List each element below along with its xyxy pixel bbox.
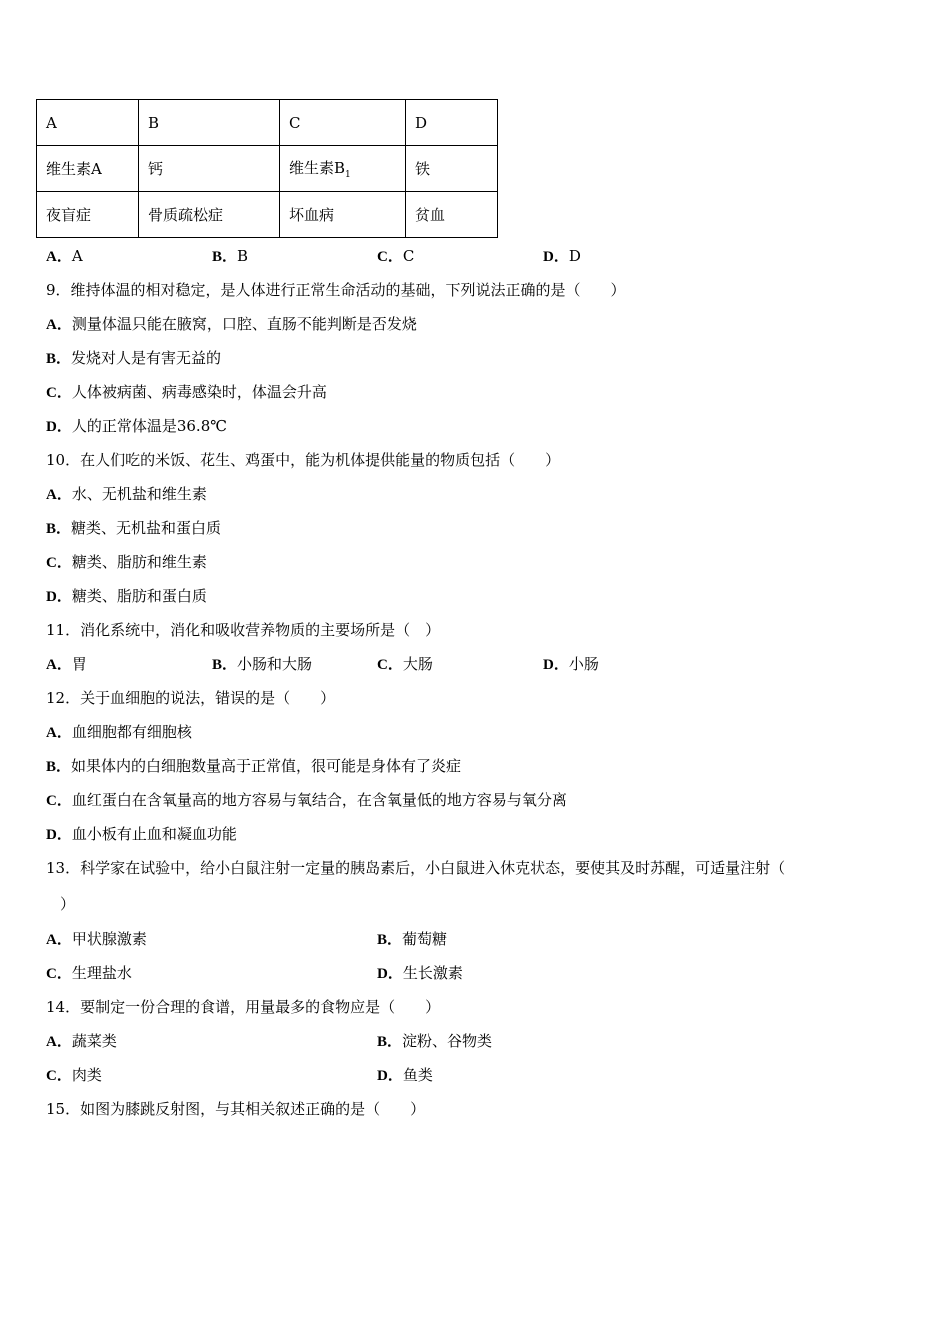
table-cell: C: [280, 100, 406, 146]
q14-option-a: [46, 1031, 117, 1052]
table-cell: 骨质疏松症: [139, 192, 280, 238]
option-text: 肉类: [71, 1066, 102, 1084]
option-text: 糖类、脂肪和维生素: [71, 553, 207, 571]
option-label: B．: [377, 932, 403, 948]
q11-option-c: [377, 654, 433, 675]
nutrient-table: [36, 99, 498, 238]
option-label: D．: [377, 966, 403, 982]
option-text: 人的正常体温是36.8℃: [71, 417, 228, 435]
option-label: A．: [46, 317, 72, 333]
subscript: 1: [345, 170, 351, 180]
option-label: B．: [46, 351, 72, 367]
option-text: 糖类、脂肪和蛋白质: [71, 587, 207, 605]
q8-option-c: [377, 246, 414, 267]
option-label: C．: [46, 385, 72, 401]
q13-option-c: [46, 963, 132, 984]
option-label: A．: [46, 932, 72, 948]
q12-option-a: [46, 722, 192, 743]
q14-option-b: [377, 1031, 492, 1052]
option-text: A: [71, 247, 83, 265]
option-text: 水、无机盐和维生素: [71, 485, 207, 503]
q11-option-d: [543, 654, 599, 675]
option-text: C: [402, 247, 415, 265]
option-text: 糖类、无机盐和蛋白质: [71, 519, 222, 537]
q13-stem-cont: ）: [60, 895, 76, 913]
option-text: 血红蛋白在含氧量高的地方容易与氧结合，在含氧量低的地方容易与氧分离: [71, 791, 567, 809]
table-cell-text: 维生素B: [289, 159, 346, 177]
table-row: [37, 146, 498, 192]
option-label: A．: [46, 487, 72, 503]
option-label: C．: [46, 1068, 72, 1084]
table-cell: 铁: [406, 146, 498, 192]
option-label: B．: [46, 759, 72, 775]
option-text: 小肠和大肠: [237, 655, 313, 673]
q15-stem: 15．如图为膝跳反射图，与其相关叙述正确的是（ ）: [46, 1100, 426, 1118]
q12-stem: 12．关于血细胞的说法，错误的是（ ）: [46, 689, 336, 707]
option-text: 蔬菜类: [71, 1032, 117, 1050]
option-text: D: [568, 247, 581, 265]
q11-stem: 11．消化系统中，消化和吸收营养物质的主要场所是（ ）: [46, 621, 441, 639]
q9-option-b: [46, 348, 221, 369]
option-text: 生长激素: [402, 964, 463, 982]
table-cell: A: [37, 100, 139, 146]
q12-option-b: [46, 756, 461, 777]
q13-option-b: [377, 929, 447, 950]
table-cell: D: [406, 100, 498, 146]
q13-option-a: [46, 929, 147, 950]
q13-stem: 13．科学家在试验中，给小白鼠注射一定量的胰岛素后，小白鼠进入休克状态，要使其及时苏醒，可适量注射（: [46, 859, 786, 877]
option-label: C．: [377, 249, 403, 265]
option-label: D．: [543, 249, 569, 265]
q11-option-a: [46, 654, 87, 675]
option-label: C．: [377, 657, 403, 673]
option-text: 如果体内的白细胞数量高于正常值，很可能是身体有了炎症: [71, 757, 462, 775]
option-text: 血细胞都有细胞核: [71, 723, 192, 741]
option-label: D．: [46, 827, 72, 843]
option-text: 生理盐水: [71, 964, 132, 982]
q8-option-a: [46, 246, 83, 267]
table-cell: 维生素A: [37, 146, 139, 192]
option-text: 胃: [71, 655, 87, 673]
table-cell: B: [139, 100, 280, 146]
q8-option-d: [543, 246, 581, 267]
q10-option-b: [46, 518, 221, 539]
q13-option-d: [377, 963, 463, 984]
option-text: 淀粉、谷物类: [402, 1032, 493, 1050]
table-cell: 坏血病: [280, 192, 406, 238]
table-cell: 贫血: [406, 192, 498, 238]
table-row: [37, 100, 498, 146]
option-text: 鱼类: [402, 1066, 433, 1084]
option-label: A．: [46, 1034, 72, 1050]
table-row: [37, 192, 498, 238]
option-text: 测量体温只能在腋窝，口腔、直肠不能判断是否发烧: [71, 315, 417, 333]
q10-stem: 10．在人们吃的米饭、花生、鸡蛋中，能为机体提供能量的物质包括（ ）: [46, 451, 561, 469]
option-label: C．: [46, 555, 72, 571]
q8-option-b: [212, 246, 248, 267]
q9-option-a: [46, 314, 417, 335]
option-label: B．: [46, 521, 72, 537]
option-label: A．: [46, 249, 72, 265]
q10-option-a: [46, 484, 207, 505]
option-label: B．: [212, 657, 238, 673]
q9-option-c: [46, 382, 327, 403]
q11-option-b: [212, 654, 312, 675]
option-text: 葡萄糖: [402, 930, 448, 948]
option-label: B．: [377, 1034, 403, 1050]
q14-option-c: [46, 1065, 102, 1086]
q14-option-d: [377, 1065, 433, 1086]
option-text: 小肠: [568, 655, 599, 673]
option-label: C．: [46, 966, 72, 982]
option-text: B: [237, 247, 249, 265]
option-label: A．: [46, 725, 72, 741]
option-text: 发烧对人是有害无益的: [71, 349, 222, 367]
option-label: B．: [212, 249, 238, 265]
option-label: C．: [46, 793, 72, 809]
option-label: D．: [543, 657, 569, 673]
option-label: A．: [46, 657, 72, 673]
option-text: 血小板有止血和凝血功能: [71, 825, 237, 843]
table-cell: 夜盲症: [37, 192, 139, 238]
q10-option-d: [46, 586, 207, 607]
q10-option-c: [46, 552, 207, 573]
option-text: 人体被病菌、病毒感染时，体温会升高: [71, 383, 327, 401]
option-label: D．: [46, 419, 72, 435]
q14-stem: 14．要制定一份合理的食谱，用量最多的食物应是（ ）: [46, 998, 441, 1016]
q12-option-c: [46, 790, 567, 811]
q12-option-d: [46, 824, 237, 845]
q9-option-d: [46, 416, 227, 437]
option-label: D．: [377, 1068, 403, 1084]
table-cell: [280, 146, 406, 192]
table-cell: 钙: [139, 146, 280, 192]
q9-stem: 9．维持体温的相对稳定，是人体进行正常生命活动的基础，下列说法正确的是（ ）: [46, 281, 626, 299]
option-label: D．: [46, 589, 72, 605]
option-text: 大肠: [402, 655, 433, 673]
option-text: 甲状腺激素: [71, 930, 147, 948]
